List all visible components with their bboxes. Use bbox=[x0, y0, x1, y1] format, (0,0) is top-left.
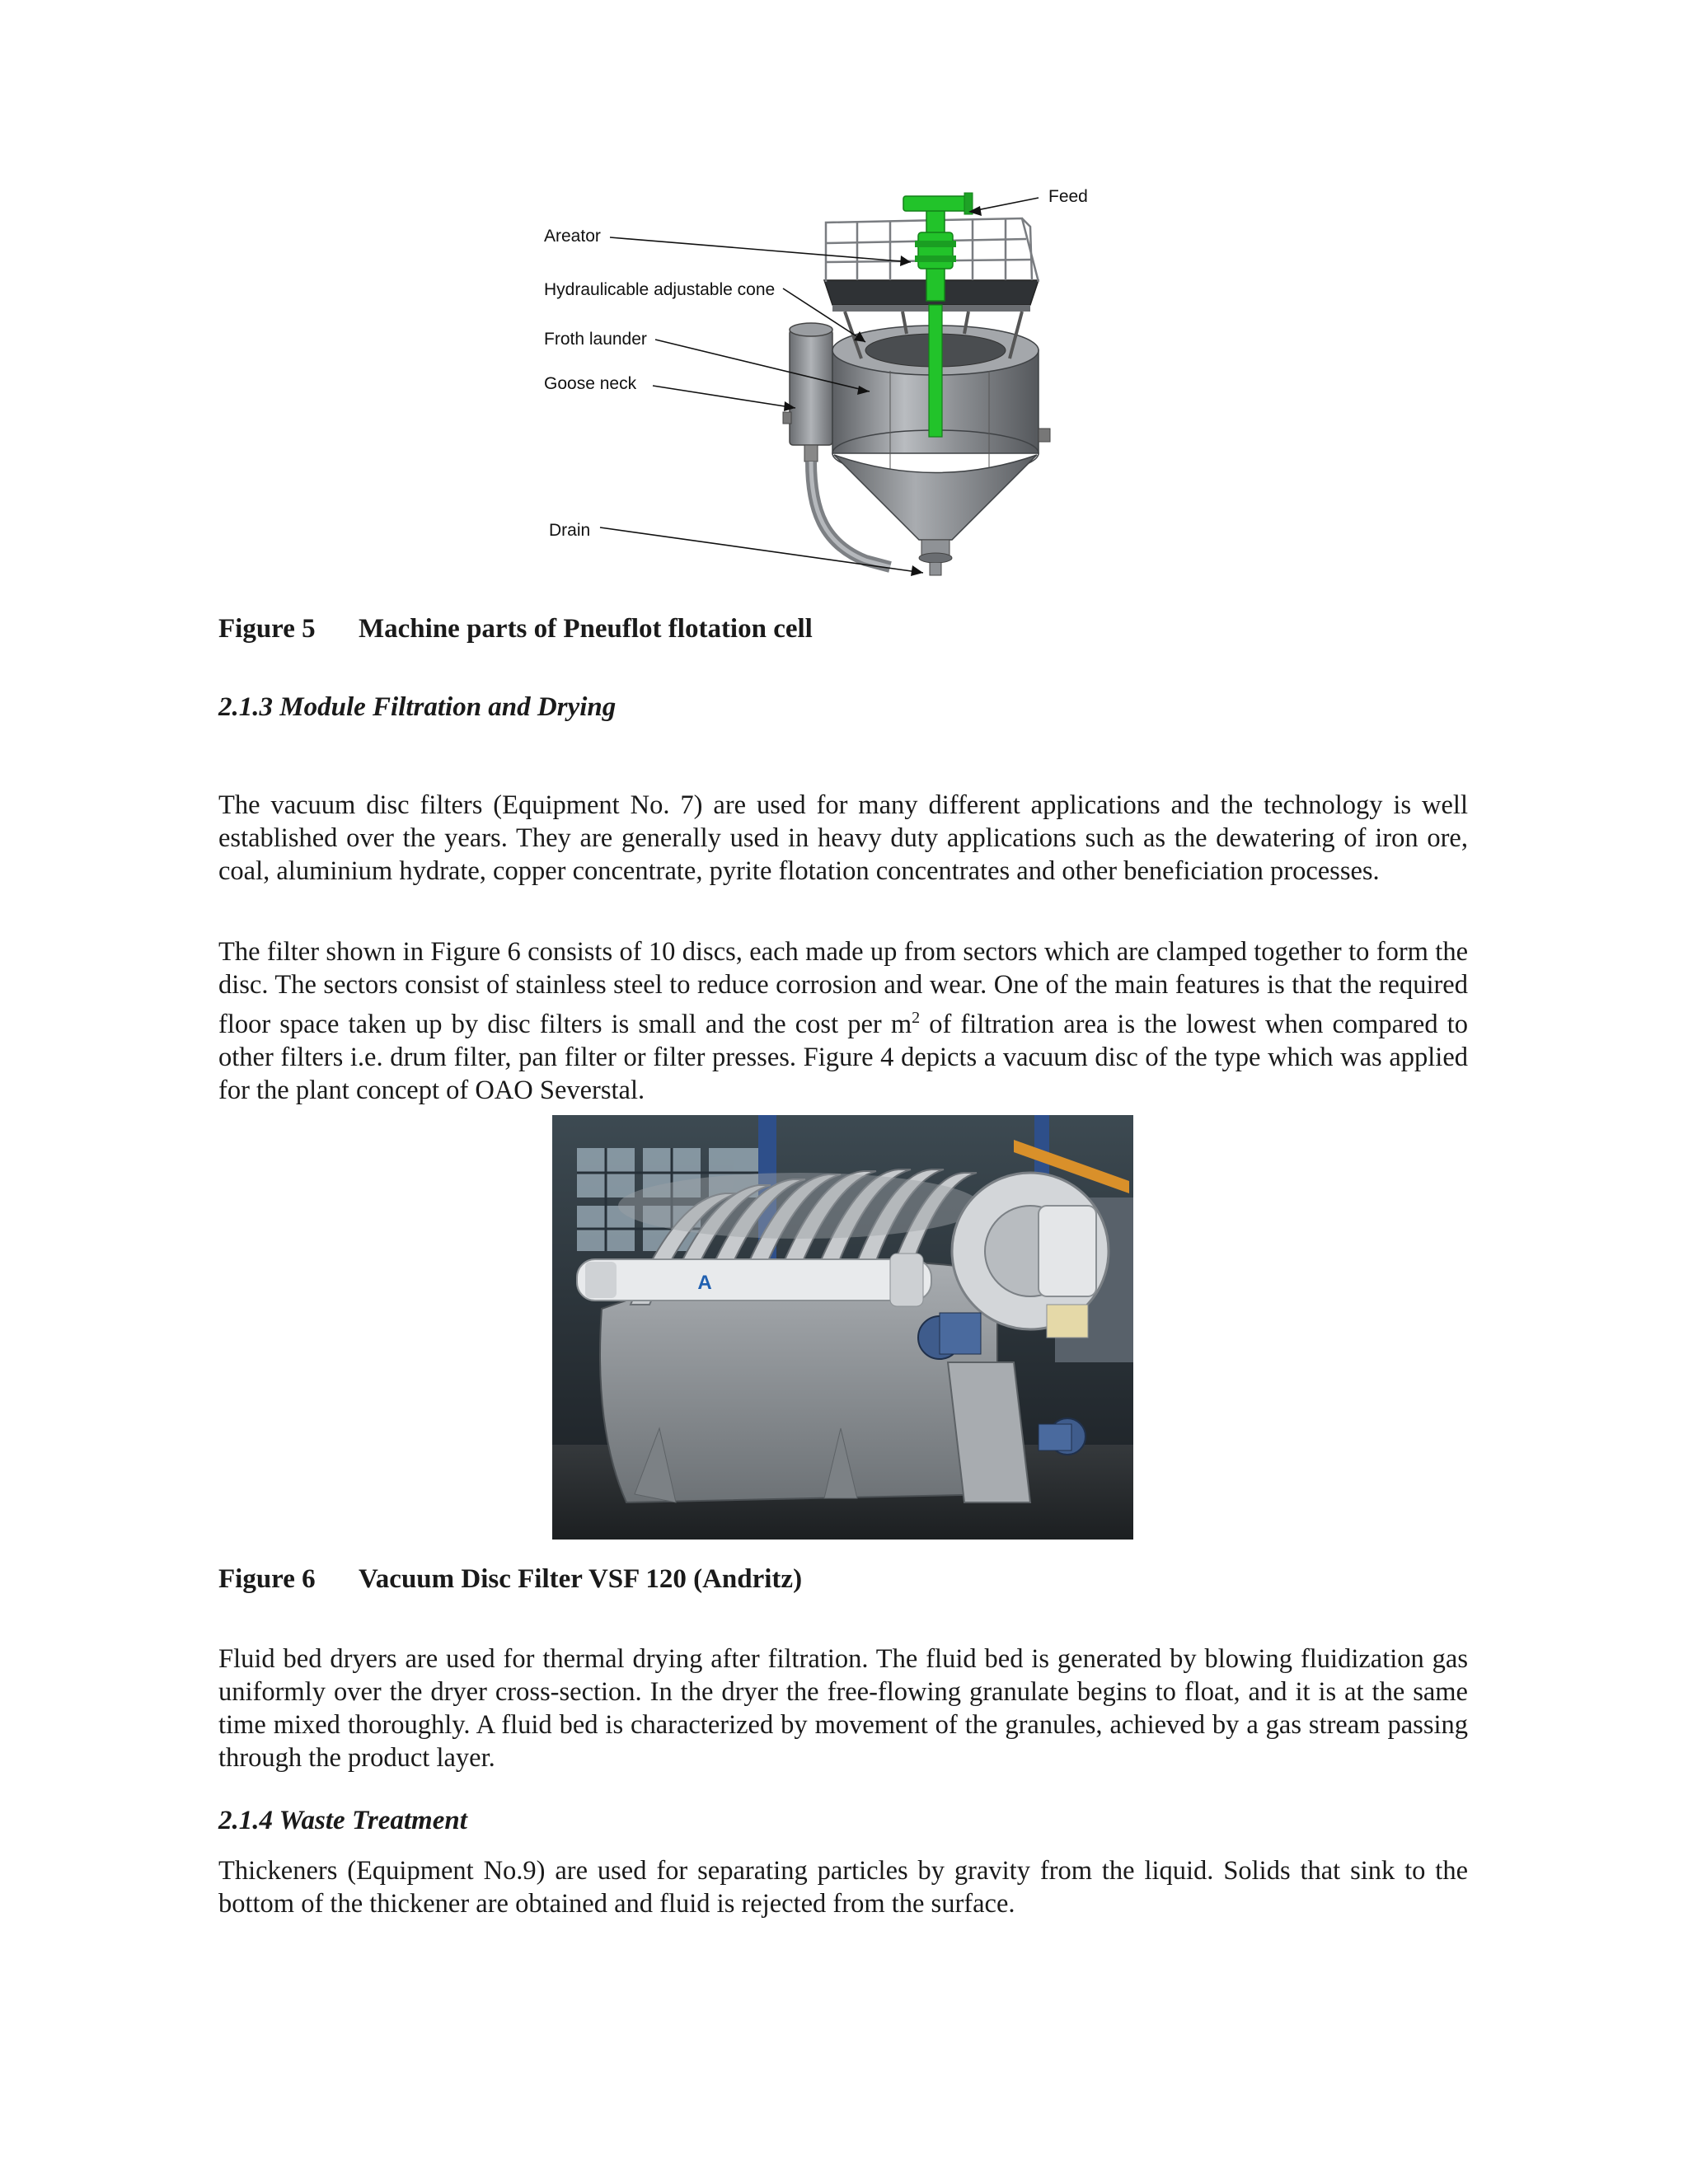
paragraph-fluid-bed-dryers: Fluid bed dryers are used for thermal drying after filtration. The fluid bed is generated by blowing fluidization gas uniformly over the dryer cross-section. In the dryer the free-flowing granulate begins to float, and it is at the same time mixed thoroughly. A fluid bed is characterized by movement of the granules, achieved by a gas stream passing through the product layer. bbox=[218, 1644, 1468, 1773]
paragraph-filter-description bbox=[218, 935, 1468, 1107]
callout-leaders bbox=[0, 0, 1688, 626]
label-froth-launder: Froth launder bbox=[544, 330, 647, 349]
label-goose-neck: Goose neck bbox=[544, 374, 637, 393]
paragraph-vacuum-disc-filters: The vacuum disc filters (Equipment No. 7) are used for many different applications and the technology is well established over the years. They are generally used in heavy duty applications such as the dewatering of iron ore, coal, aluminium hydrate, copper concentrate, pyrite flotation concentrates and other beneficiation processes. bbox=[218, 790, 1468, 886]
vacuum-disc-filter-photo bbox=[552, 1115, 1133, 1540]
figure-6-number: Figure 6 bbox=[218, 1564, 316, 1594]
paragraph-thickeners: Thickeners (Equipment No.9) are used for separating particles by gravity from the liquid. Solids that sink to the bottom of the thickener are obtained and fluid is rejected from the surface. bbox=[218, 1856, 1468, 1919]
superscript-2: 2 bbox=[912, 1009, 921, 1027]
label-areator: Areator bbox=[544, 227, 601, 246]
paragraph-filter-text-b: of filtration area is the lowest when compared to other filters i.e. drum filter, pan filter or filter presses. Figure 4 depicts a vacuum disc of the type which was applied for the plant concept of OAO Severstal. bbox=[218, 1009, 1468, 1105]
figure-5-title: Machine parts of Pneuflot flotation cell bbox=[359, 614, 813, 644]
label-adjustable-cone: Hydraulicable adjustable cone bbox=[544, 280, 776, 299]
filter-logo-mark: A bbox=[697, 1272, 712, 1294]
figure-6-caption bbox=[218, 1564, 802, 1595]
section-heading-2-1-4: 2.1.4 Waste Treatment bbox=[218, 1806, 467, 1835]
label-drain: Drain bbox=[549, 521, 591, 540]
figure-5-number: Figure 5 bbox=[218, 614, 316, 644]
figure-5-caption bbox=[218, 614, 813, 644]
paragraph-filter-text-a: The filter shown in Figure 6 consists of 10 discs, each made up from sectors which are clamped together to form the disc. The sectors consist of stainless steel to reduce corrosion and wear. One of the main features is that the required floor space taken up by disc filters is small and the cost per m bbox=[218, 937, 1468, 1039]
figure-6-title: Vacuum Disc Filter VSF 120 (Andritz) bbox=[359, 1564, 803, 1594]
label-feed: Feed bbox=[1048, 187, 1088, 206]
vacuum-disc-filter-illustration bbox=[552, 1115, 1133, 1540]
section-heading-2-1-3: 2.1.3 Module Filtration and Drying bbox=[218, 692, 617, 722]
